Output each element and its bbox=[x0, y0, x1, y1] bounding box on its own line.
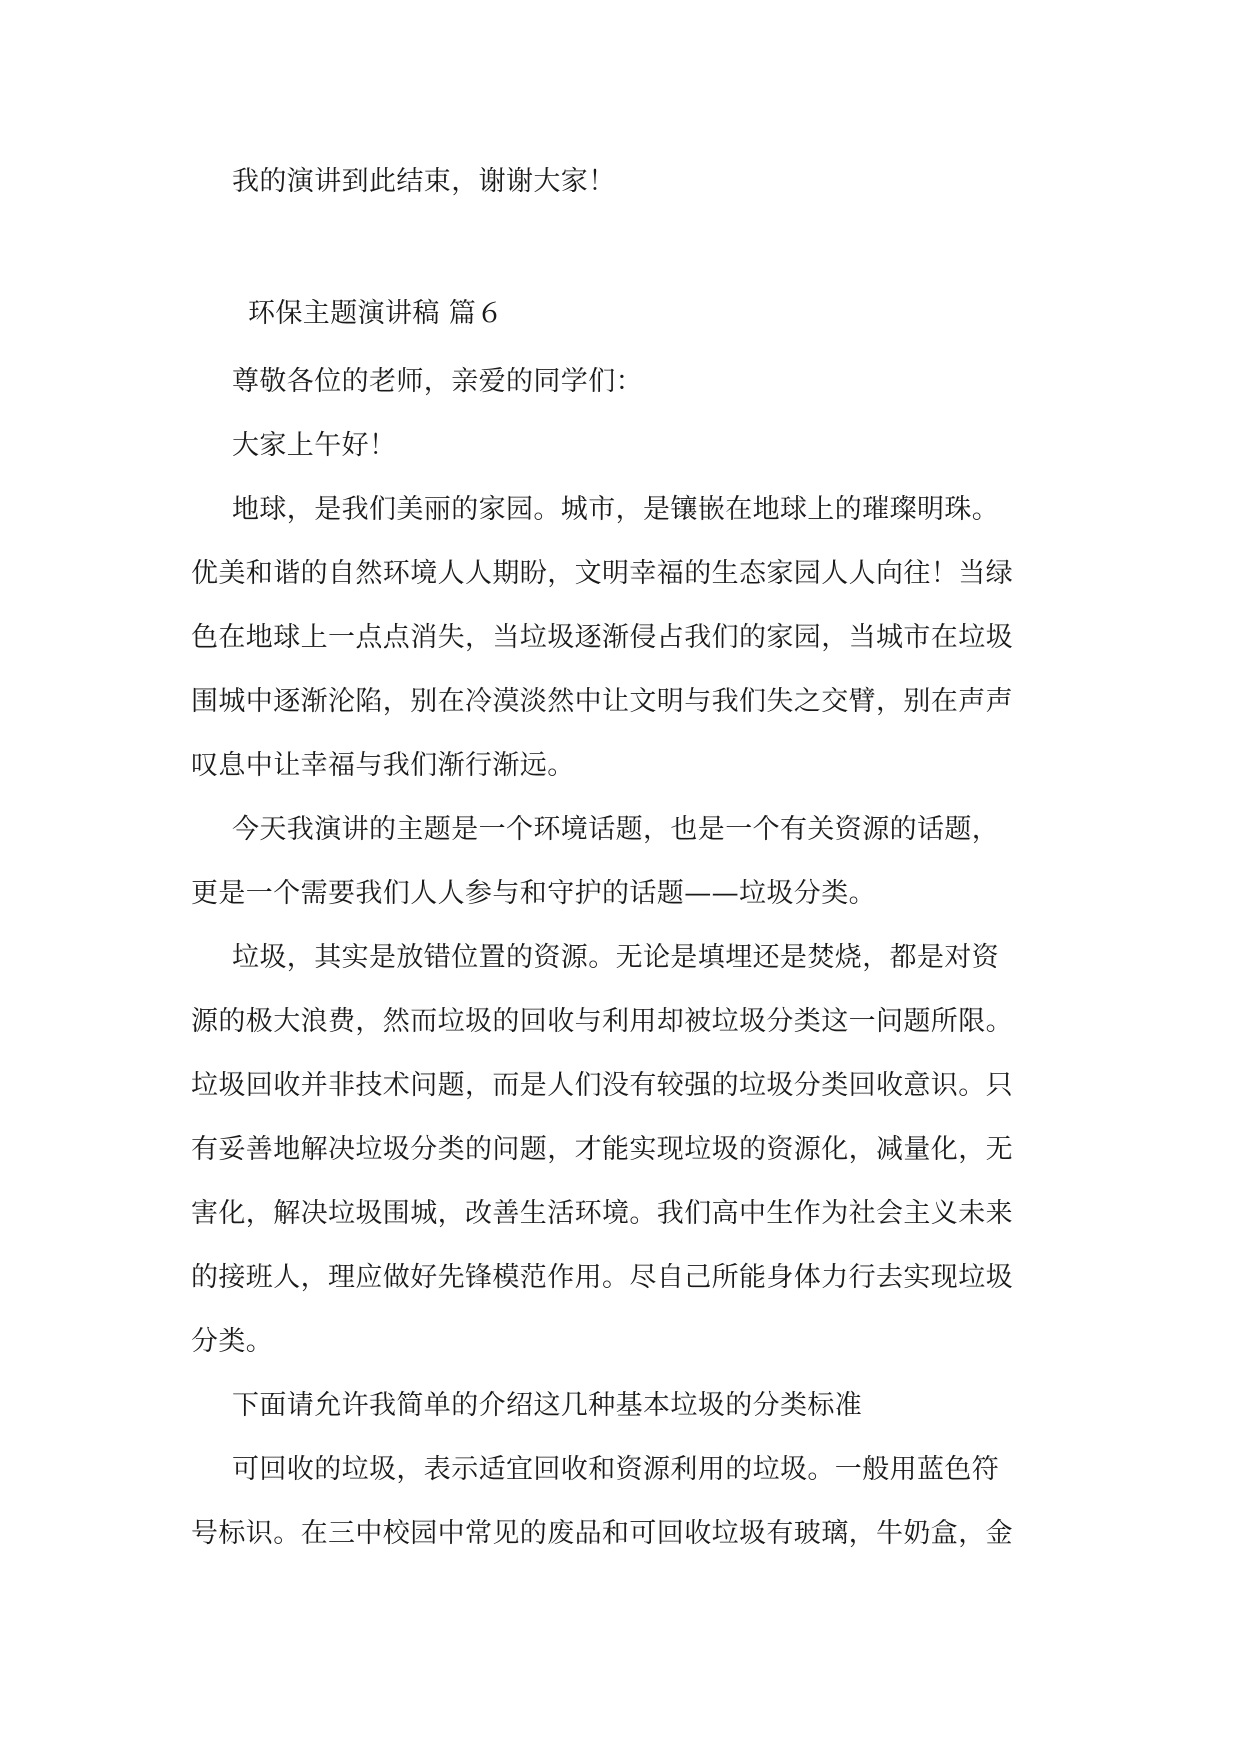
paragraph-line: 可回收的垃圾，表示适宜回收和资源利用的垃圾。一般用蓝色符 bbox=[232, 1454, 1000, 1485]
paragraph-line: 源的极大浪费，然而垃圾的回收与利用却被垃圾分类这一问题所限。 bbox=[191, 1006, 1013, 1037]
paragraph-line: 下面请允许我简单的介绍这几种基本垃圾的分类标准 bbox=[232, 1390, 863, 1421]
greeting-line: 大家上午好！ bbox=[232, 430, 397, 461]
paragraph-line: 有妥善地解决垃圾分类的问题，才能实现垃圾的资源化，减量化，无 bbox=[191, 1134, 1013, 1165]
salutation-line: 尊敬各位的老师，亲爱的同学们： bbox=[232, 366, 643, 397]
closing-line: 我的演讲到此结束，谢谢大家！ bbox=[232, 166, 616, 197]
section-title: 环保主题演讲稿 篇６ bbox=[248, 298, 504, 329]
paragraph-line: 优美和谐的自然环境人人期盼，文明幸福的生态家园人人向往！当绿 bbox=[191, 558, 1013, 589]
paragraph-line: 色在地球上一点点消失，当垃圾逐渐侵占我们的家园，当城市在垃圾 bbox=[191, 622, 1013, 653]
paragraph-line: 垃圾回收并非技术问题，而是人们没有较强的垃圾分类回收意识。只 bbox=[191, 1070, 1013, 1101]
paragraph-line: 害化，解决垃圾围城，改善生活环境。我们高中生作为社会主义未来 bbox=[191, 1198, 1013, 1229]
paragraph-line: 的接班人，理应做好先锋模范作用。尽自己所能身体力行去实现垃圾 bbox=[191, 1262, 1013, 1293]
paragraph-line: 地球，是我们美丽的家园。城市，是镶嵌在地球上的璀璨明珠。 bbox=[232, 494, 1000, 525]
paragraph-line: 垃圾，其实是放错位置的资源。无论是填埋还是焚烧，都是对资 bbox=[232, 942, 1000, 973]
paragraph-line: 号标识。在三中校园中常见的废品和可回收垃圾有玻璃，牛奶盒，金 bbox=[191, 1518, 1013, 1549]
paragraph-line: 叹息中让幸福与我们渐行渐远。 bbox=[191, 750, 575, 781]
paragraph-line: 今天我演讲的主题是一个环境话题，也是一个有关资源的话题， bbox=[232, 814, 1000, 845]
paragraph-line: 分类。 bbox=[191, 1326, 274, 1357]
paragraph-line: 围城中逐渐沦陷，别在冷漠淡然中让文明与我们失之交臂，别在声声 bbox=[191, 686, 1013, 717]
paragraph-line: 更是一个需要我们人人参与和守护的话题——垃圾分类。 bbox=[191, 878, 876, 909]
